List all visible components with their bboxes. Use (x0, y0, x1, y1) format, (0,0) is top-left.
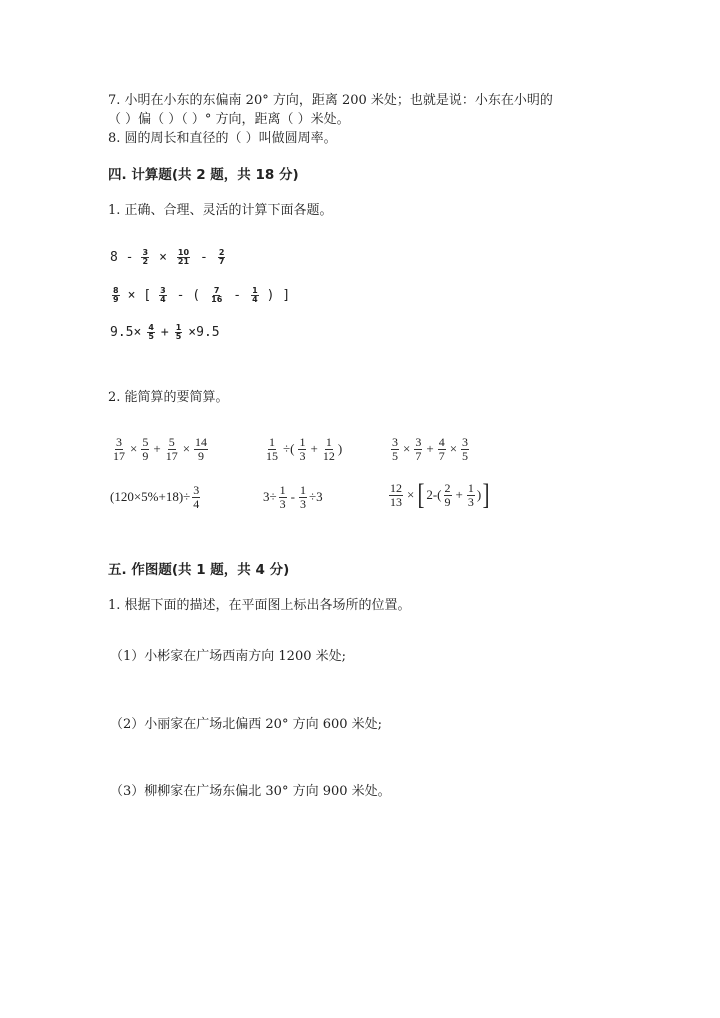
expression-1 (110, 249, 227, 267)
expression-a (110, 436, 210, 462)
fraction: $\frac{3}{7}$ (415, 435, 422, 463)
fraction: $\frac{3}{4}$ (160, 286, 166, 305)
fraction: $\frac{3}{5}$ (462, 435, 469, 463)
operator: + (153, 441, 161, 457)
operator: × (403, 441, 411, 457)
fraction: $\frac{4}{7}$ (438, 435, 445, 463)
operator: - (290, 489, 295, 505)
expression-2 (110, 287, 296, 305)
operator: + (455, 487, 463, 502)
expr-text: 2-( (426, 487, 442, 502)
fraction: $\frac{1}{3}$ (299, 435, 306, 463)
expression-f (387, 480, 491, 510)
operator: × (159, 250, 167, 266)
expression-e (263, 484, 323, 510)
right-bracket: ] (482, 478, 490, 511)
expr-text: ÷3 (308, 489, 323, 505)
operator: ) ] (266, 288, 291, 304)
section-5-item-3: （3）柳柳家在广场东偏北 30° 方向 900 米处。 (110, 784, 391, 799)
question-7-line-2: （ ）偏（ ）（ ）° 方向，距离（ ）米处。 (108, 112, 350, 127)
expr-text: ) (337, 441, 343, 457)
operator: + (426, 441, 434, 457)
section-4-q1-prompt: 1. 正确、合理、灵活的计算下面各题。 (108, 203, 333, 218)
operator: - (200, 250, 208, 266)
operator: - ( (176, 288, 201, 304)
expression-b (263, 436, 342, 462)
fraction: $\frac{3}{4}$ (193, 483, 200, 511)
expr-text: 8 - (110, 250, 134, 266)
fraction: $\frac{1}{5}$ (175, 323, 182, 342)
expression-c (389, 436, 471, 462)
fraction: $\frac{1}{3}$ (467, 480, 474, 509)
section-5-item-2: （2）小丽家在广场北偏西 20° 方向 600 米处; (110, 717, 383, 732)
expr-text: ) (476, 487, 482, 502)
operator: + (310, 441, 318, 457)
operator: × (182, 441, 191, 457)
operator: + (160, 325, 169, 341)
fraction: $\frac{3}{2}$ (142, 248, 149, 267)
operator: ÷( (283, 441, 295, 457)
section-5-title: 五. 作图题(共 1 题，共 4 分) (108, 562, 290, 578)
section-5-prompt: 1. 根据下面的描述，在平面图上标出各场所的位置。 (108, 598, 411, 613)
fraction: $\frac{1}{12}$ (322, 435, 335, 463)
fraction: $\frac{10}{21}$ (177, 248, 190, 267)
section-4-title: 四. 计算题(共 2 题，共 18 分) (108, 167, 299, 183)
fraction: $\frac{3}{17}$ (113, 435, 125, 463)
fraction: $\frac{12}{13}$ (390, 480, 402, 509)
expr-text: (120×5%+18)÷ (110, 489, 191, 505)
fraction: $\frac{1}{3}$ (279, 483, 286, 511)
operator: × (449, 441, 458, 457)
fraction: $\frac{5}{9}$ (142, 435, 149, 463)
fraction: $\frac{1}{15}$ (266, 435, 278, 463)
fraction: $\frac{2}{9}$ (444, 480, 451, 509)
fraction: $\frac{2}{7}$ (218, 248, 225, 267)
fraction: $\frac{7}{16}$ (211, 286, 223, 305)
expr-text: ×9.5 (188, 325, 220, 341)
expr-text: 3÷ (263, 489, 277, 505)
fraction: $\frac{3}{5}$ (392, 435, 398, 463)
section-4-q2-prompt: 2. 能简算的要简算。 (108, 390, 229, 405)
fraction: $\frac{14}{9}$ (195, 435, 208, 463)
fraction: $\frac{1}{4}$ (252, 286, 258, 305)
expression-3 (110, 324, 220, 342)
left-bracket: [ (417, 478, 425, 511)
operator: - (233, 288, 242, 304)
expr-text: 9.5× (110, 325, 142, 341)
expression-d (110, 484, 202, 510)
fraction: $\frac{1}{3}$ (299, 483, 306, 511)
fraction: $\frac{8}{9}$ (113, 286, 119, 305)
question-8: 8. 圆的周长和直径的（ ）叫做圆周率。 (108, 131, 337, 146)
operator: × (130, 441, 138, 457)
section-5-item-1: （1）小彬家在广场西南方向 1200 米处; (110, 649, 346, 664)
operator: × (407, 487, 415, 502)
fraction: $\frac{4}{5}$ (148, 323, 154, 342)
fraction: $\frac{5}{17}$ (165, 435, 178, 463)
question-7-line-1: 7. 小明在小东的东偏南 20° 方向，距离 200 米处；也就是说：小东在小明的 (108, 93, 553, 108)
operator: × [ (127, 288, 152, 304)
